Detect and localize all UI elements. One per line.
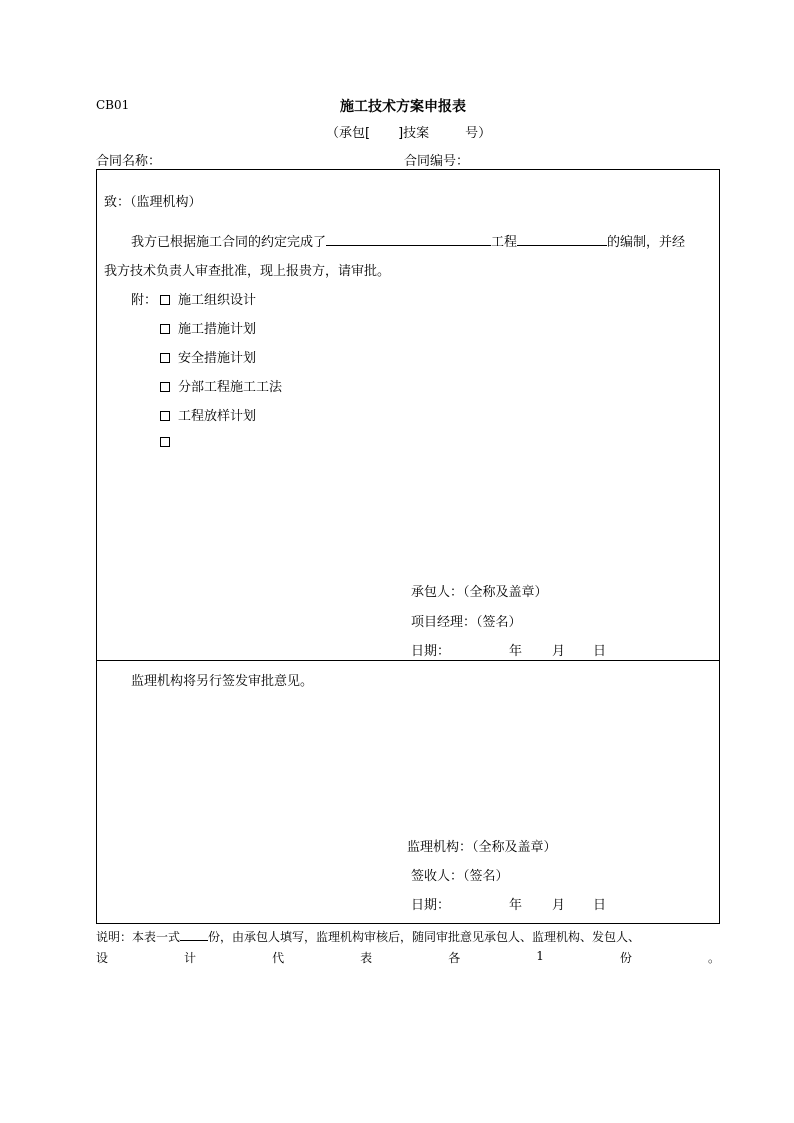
section-divider (96, 660, 720, 661)
date-month: 月 (552, 898, 566, 913)
date-day: 日 (593, 898, 607, 913)
contract-name-label: 合同名称： (96, 154, 162, 169)
note-char: 1 (536, 949, 544, 963)
note-char: 表 (360, 951, 373, 965)
project-manager-label: 项目经理：（签名） (411, 615, 522, 630)
checkbox[interactable] (160, 353, 170, 363)
checkbox[interactable] (160, 437, 170, 447)
footnote (96, 928, 720, 966)
body-part3: 的编制，并经 (607, 235, 686, 250)
body-part1: 我方已根据施工合同的约定完成了 (131, 235, 327, 250)
attachments-prefix: 附： (131, 293, 158, 308)
body-part2: 工程 (491, 235, 518, 250)
note-char: 各 (448, 951, 461, 965)
submission-text (131, 231, 685, 250)
contractor-label: 承包人：（全称及盖章） (411, 585, 548, 600)
contract-no-label: 合同编号： (404, 154, 470, 169)
project-name-blank[interactable] (326, 232, 491, 246)
form-title: 施工技术方案申报表 (340, 99, 466, 115)
note-part2: 份，由承包人填写，监理机构审核后，随同审批意见承包人、监理机构、发包人、 (208, 930, 641, 944)
checkbox[interactable] (160, 324, 170, 334)
attachment-item[interactable]: 分部工程施工工法 (160, 376, 282, 395)
form-subtitle (326, 122, 491, 141)
subtitle-end: 号） (465, 126, 492, 141)
date-year: 年 (509, 898, 523, 913)
submission-text-line2: 我方技术负责人审查批准，现上报贵方，请审批。 (104, 264, 391, 279)
note-char: 代 (272, 951, 285, 965)
date-label: 日期： (411, 898, 451, 913)
receiver-label: 签收人：（签名） (411, 869, 509, 884)
attachment-item[interactable]: 施工措施计划 (160, 318, 256, 337)
document-name-blank[interactable] (517, 232, 607, 246)
subtitle-mid: ]技案 (398, 126, 430, 141)
date-day: 日 (593, 644, 607, 659)
date-label: 日期： (411, 644, 451, 659)
supervisor-label: 监理机构：（全称及盖章） (407, 840, 557, 855)
note-char: 设 (96, 951, 109, 965)
checkbox[interactable] (160, 382, 170, 392)
footnote-line1 (96, 928, 720, 945)
note-char: 。 (707, 951, 720, 965)
copies-blank[interactable] (180, 929, 208, 941)
attachment-item[interactable]: 施工组织设计 (160, 289, 256, 308)
attachment-item[interactable]: 安全措施计划 (160, 347, 256, 366)
checkbox[interactable] (160, 411, 170, 421)
subtitle-open: （承包[ (326, 126, 371, 141)
date-month: 月 (552, 644, 566, 659)
footnote-line2 (96, 949, 720, 966)
supervisor-statement: 监理机构将另行签发审批意见。 (131, 674, 314, 689)
form-frame (96, 169, 720, 924)
form-code: CB01 (96, 98, 130, 112)
addressee-label: 致：（监理机构） (104, 195, 202, 210)
date-year: 年 (509, 644, 523, 659)
note-char: 计 (184, 951, 197, 965)
attachment-item[interactable]: 工程放样计划 (160, 405, 256, 424)
attachment-item[interactable] (160, 435, 178, 450)
note-char: 份 (619, 951, 632, 965)
note-part1: 说明：本表一式 (96, 930, 181, 944)
checkbox[interactable] (160, 295, 170, 305)
